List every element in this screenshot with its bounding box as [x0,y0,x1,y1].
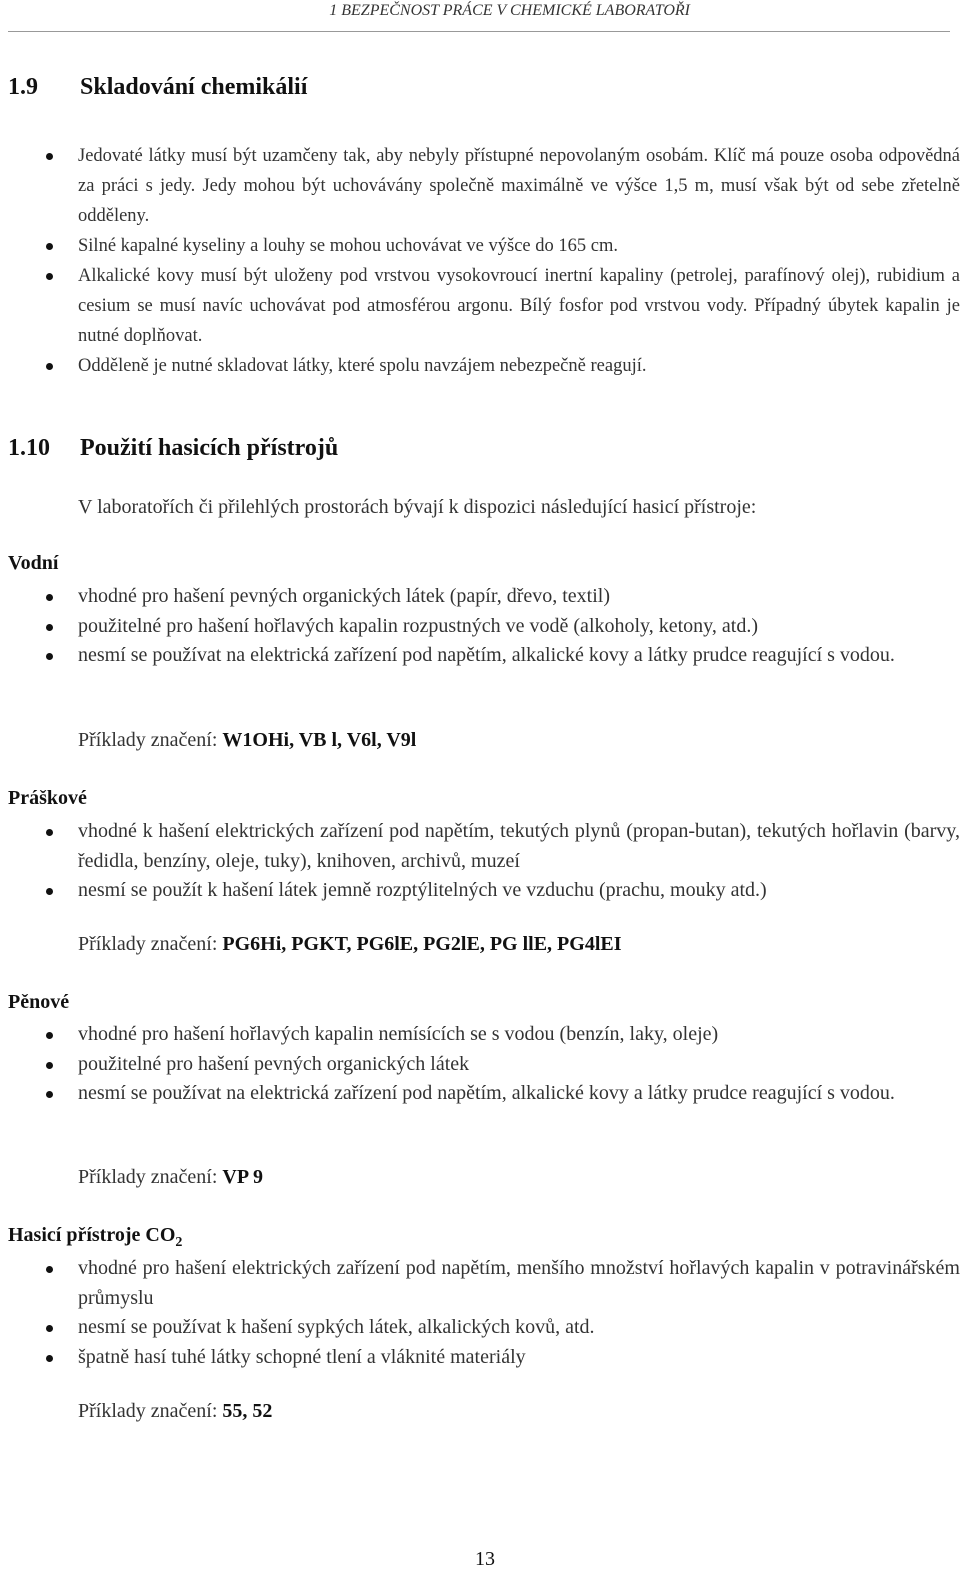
section-intro: V laboratořích či přilehlých prostorách bývají k dispozici následující hasicí přístroje: [78,496,757,518]
example-codes: PG6Hi, PGKT, PG6lE, PG2lE, PG llE, PG4lEI [222,933,622,955]
list-item: nesmí se používat na elektrická zařízení pod napětím, alkalické kovy a látky prudce reagující s vodou. [78,641,960,671]
list-item: vhodné pro hašení hořlavých kapalin nemísících se s vodou (benzín, laky, oleje) [78,1020,960,1050]
list-item: Silné kapalné kyseliny a louhy se mohou uchovávat ve výšce do 165 cm. [78,231,960,261]
example-penove [78,1166,263,1189]
section-number: 1.9 [8,74,38,100]
penove-list [78,1020,960,1109]
list-item: nesmí se používat k hašení sypkých látek, alkalických kovů, atd. [78,1313,960,1343]
header-rule [8,31,950,32]
section-title: Skladování chemikálií [80,74,308,100]
list-item: nesmí se používat na elektrická zařízení pod napětím, alkalické kovy a látky prudce reagující s vodou. [78,1079,960,1109]
example-co2 [78,1400,272,1423]
example-codes: 55, 52 [222,1400,273,1422]
list-item: vhodné pro hašení elektrických zařízení pod napětím, menšího množství hořlavých kapalin v potravinářském průmyslu [78,1254,960,1313]
section-heading-1-10 [8,435,338,462]
example-codes: VP 9 [222,1166,263,1188]
section-title: Použití hasicích přístrojů [80,435,339,461]
list-item: špatně hasí tuhé látky schopné tlení a vláknité materiály [78,1343,960,1373]
praskove-list [78,817,960,906]
vodni-list [78,582,960,671]
example-label: Příklady značení: [78,1166,223,1188]
list-item: vhodné k hašení elektrických zařízení pod napětím, tekutých plynů (propan-butan), tekutých hořlavin (barvy, ředidla, benzíny, oleje, tuky), knihoven, archivů, muzeí [78,817,960,876]
example-codes: W1OHi, VB l, V6l, V9l [222,729,417,751]
section-heading-1-9 [8,74,307,101]
list-item: Jedovaté látky musí být uzamčeny tak, aby nebyly přístupné nepovolaným osobám. Klíč má pouze osoba odpovědná za práci s jedy. Jedy mohou být uchovávány společně maximálně ve výšce 1,5 m, musí však být od sebe zřetelně odděleny. [78,141,960,231]
list-item: Alkalické kovy musí být uloženy pod vrstvou vysokovroucí inertní kapaliny (petrolej, parafínový olej), rubidium a cesium se musí navíc uchovávat pod atmosférou argonu. Bílý fosfor pod vrstvou vody. Případný úbytek kapalin je nutné doplňovat. [78,261,960,351]
list-item: Odděleně je nutné skladovat látky, které spolu navzájem nebezpečně reagují. [78,351,960,381]
page-number: 13 [475,1548,495,1570]
subheading-penove: Pěnové [8,991,70,1013]
co2-list [78,1254,960,1373]
list-item: použitelné pro hašení hořlavých kapalin rozpustných ve vodě (alkoholy, ketony, atd.) [78,612,960,642]
subheading-vodni: Vodní [8,552,59,574]
running-header: 1 BEZPEČNOST PRÁCE V CHEMICKÉ LABORATOŘI [329,2,690,19]
example-label: Příklady značení: [78,1400,223,1422]
list-item: vhodné pro hašení pevných organických látek (papír, dřevo, textil) [78,582,960,612]
subheading-text: Hasicí přístroje CO [8,1224,176,1246]
example-label: Příklady značení: [78,933,223,955]
example-vodni [78,729,416,752]
subscript-2: 2 [175,1235,183,1250]
subheading-co2 [8,1224,182,1251]
section-number: 1.10 [8,435,50,461]
subheading-praskove: Práškové [8,787,87,809]
storage-rules-list [78,141,960,381]
list-item: použitelné pro hašení pevných organických látek [78,1050,960,1080]
example-praskove [78,933,622,956]
example-label: Příklady značení: [78,729,223,751]
list-item: nesmí se použít k hašení látek jemně rozptýlitelných ve vzduchu (prachu, mouky atd.) [78,876,960,906]
